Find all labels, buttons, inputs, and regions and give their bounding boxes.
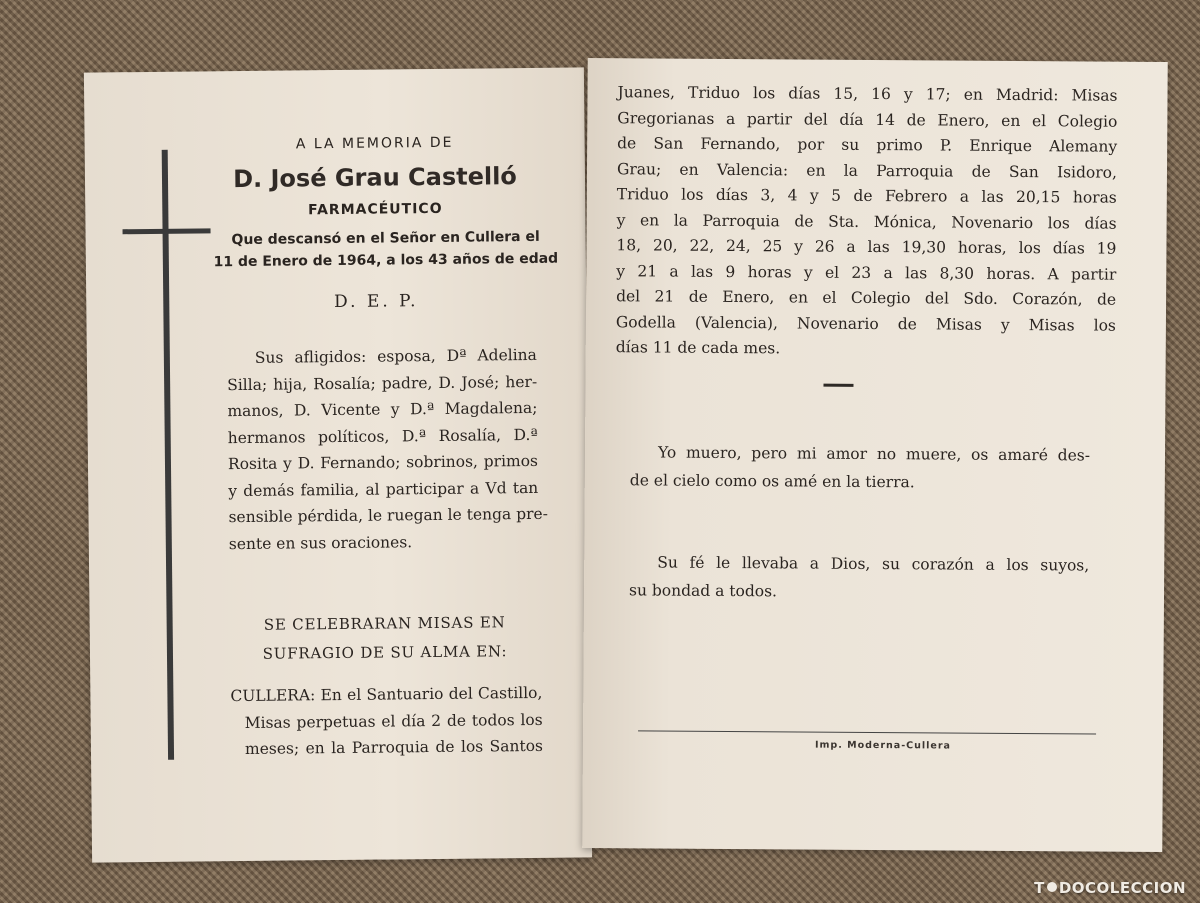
family-paragraph — [227, 342, 548, 557]
masses-paragraph — [616, 80, 1118, 364]
rest-line: 11 de Enero de 1964, a los 43 años de edad — [213, 250, 559, 271]
quote-line: de el cielo como os amé en la tierra. — [629, 471, 915, 492]
mass-line: Grau; en Valencia: en la Parroquia de San Isidoro, — [616, 159, 1118, 182]
family-line: sensible pérdida, le ruegan le tenga pre- — [228, 504, 548, 527]
masses-heading-line: SE CELEBRARAN MISAS EN — [263, 613, 506, 634]
left-page — [84, 67, 592, 862]
mass-line: y en la Parroquia de Sta. Mónica, Novenario los días — [616, 210, 1117, 233]
family-line: y demás familia, al participar a Vd tan — [228, 478, 539, 500]
quote-line: Yo muero, pero mi amor no muere, os amaré des- — [657, 443, 1091, 465]
quote-love — [630, 438, 1090, 497]
family-line: Silla; hija, Rosalía; padre, D. José; her- — [227, 372, 538, 394]
cullera-line: meses; en la Parroquia de los Santos — [244, 736, 544, 758]
family-line: Rosita y D. Fernando; sobrinos, primos — [227, 451, 539, 474]
cullera-line: Misas perpetuas el día 2 de todos los — [244, 710, 543, 732]
memorial-heading: A LA MEMORIA DE — [295, 134, 454, 153]
family-line: Sus afligidos: esposa, Dª Adelina — [254, 345, 537, 367]
watermark-dot-icon — [1047, 882, 1057, 892]
cross-icon — [162, 150, 174, 760]
mass-line: Gregorianas a partir del día 14 de Enero, en el Colegio — [617, 108, 1118, 131]
masses-heading — [240, 608, 531, 669]
imprint-rule — [638, 730, 1096, 734]
quote-line: su bondad a todos. — [628, 581, 778, 601]
rest-statement — [211, 226, 561, 274]
cullera-line: CULLERA: En el Santuario del Castillo, — [230, 683, 543, 706]
watermark-prefix: T — [1034, 879, 1045, 897]
family-line: hermanos políticos, D.ª Rosalía, D.ª — [227, 425, 538, 447]
mass-line: de San Fernando, por su primo P. Enrique Alemany — [617, 134, 1118, 156]
quote-faith — [629, 548, 1089, 607]
profession: FARMACÉUTICO — [307, 200, 443, 219]
mass-line: y 21 a las 9 horas y el 23 a las 8,30 horas. A partir — [616, 261, 1117, 284]
quote-line: Su fé le llevaba a Dios, su corazón a los suyos, — [657, 553, 1090, 575]
dep-abbreviation: D. E. P. — [333, 291, 419, 313]
printer-imprint: Imp. Moderna-Cullera — [814, 739, 951, 752]
section-divider — [823, 384, 853, 387]
mass-line: Godella (Valencia), Novenario de Misas y Misas los — [615, 312, 1116, 335]
family-line: manos, D. Vicente y D.ª Magdalena; — [227, 398, 538, 421]
mass-line: Juanes, Triduo los días 15, 16 y 17; en Madrid: Misas — [617, 83, 1118, 105]
cullera-paragraph — [230, 680, 543, 763]
mass-line: 18, 20, 22, 24, 25 y 26 a las 19,30 horas, los días 19 — [616, 236, 1117, 258]
mass-line: Triduo los días 3, 4 y 5 de Febrero a las 20,15 horas — [616, 185, 1117, 207]
mass-line: del 21 de Enero, en el Colegio del Sdo. Corazón, de — [616, 287, 1117, 309]
mass-line: días 11 de cada mes. — [615, 338, 781, 358]
right-page — [582, 58, 1168, 852]
cross-icon-bar — [123, 228, 211, 234]
watermark-suffix: DOCOLECCION — [1058, 879, 1186, 897]
watermark — [1034, 879, 1186, 897]
rest-line: Que descansó en el Señor en Cullera el — [231, 228, 540, 249]
family-line: sente en sus oraciones. — [228, 532, 413, 553]
masses-heading-line: SUFRAGIO DE SU ALMA EN: — [262, 642, 508, 663]
deceased-name: D. José Grau Castelló — [233, 162, 517, 194]
